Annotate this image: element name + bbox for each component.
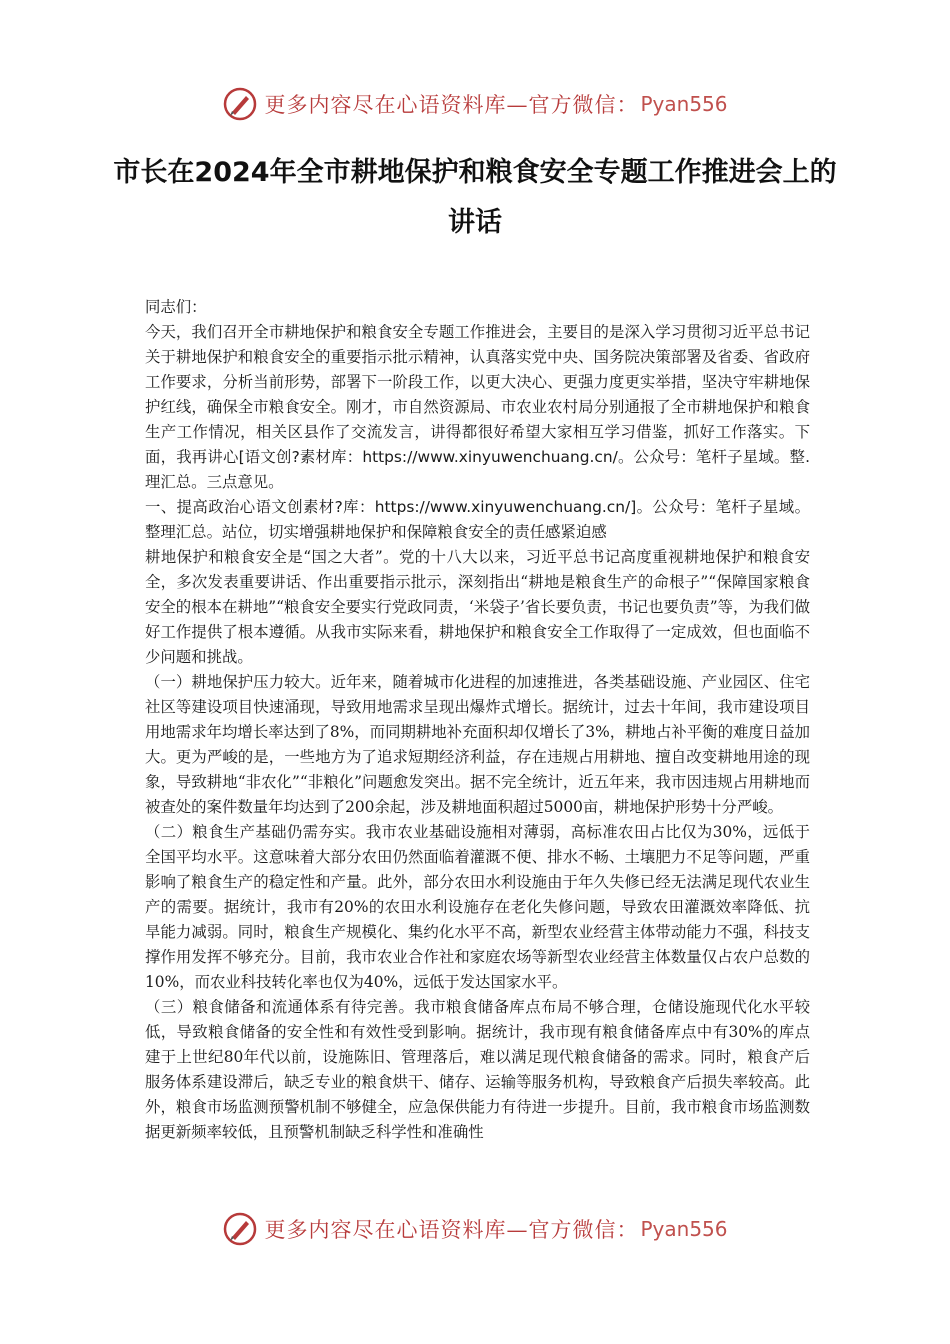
header-banner [0, 82, 950, 126]
paragraph: 耕地保护和粮食安全是“国之大者”。党的十八大以来，习近平总书记高度重视耕地保护和粮食安全，多次发表重要讲话、作出重要指示批示，深刻指出“耕地是粮食生产的命根子”“保障国家粮食安全的根本在耕地”“粮食安全要实行党政同责，‘米袋子’省长要负责，书记也要负责”等，为我们做好工作提供了根本遵循。从我市实际来看，耕地保护和粮食安全工作取得了一定成效，但也面临不少问题和挑战。 [145, 548, 810, 666]
banner-text: 更多内容尽在心语资料库—官方微信： [264, 1218, 639, 1242]
paragraph: （三）粮食储备和流通体系有待完善。我市粮食储备库点布局不够合理，仓储设施现代化水平较低，导致粮食储备的安全性和有效性受到影响。据统计，我市现有粮食储备库点中有30%的库点建于上世纪80年代以前，设施陈旧、管理落后，难以满足现代粮食储备的需求。同时，粮食产后服务体系建设滞后，缺乏专业的粮食烘干、储存、运输等服务机构，导致粮食产后损失率较高。此外，粮食市场监测预警机制不够健全，应急保供能力有待进一步提升。目前，我市粮食市场监测数据更新频率较低，且预警机制缺乏科学性和准确性 [145, 998, 810, 1141]
pen-logo-icon [222, 1211, 258, 1247]
page-title: 市长在2024年全市耕地保护和粮食安全专题工作推进会上的讲话 [113, 157, 837, 238]
document-body [145, 295, 810, 1145]
pen-logo-icon [222, 86, 258, 122]
banner-wechat-id: Pyan556 [640, 1217, 728, 1241]
banner-wechat-id: Pyan556 [640, 92, 728, 116]
paragraph-intro: 今天，我们召开全市耕地保护和粮食安全专题工作推进会，主要目的是深入学习贯彻习近平总书记关于耕地保护和粮食安全的重要指示批示精神，认真落实党中央、国务院决策部署及省委、省政府工作要求，分析当前形势，部署下一阶段工作，以更大决心、更强力度更实举措，坚决守牢耕地保护红线，确保全市粮食安全。刚才，市自然资源局、市农业农村局分别通报了全市耕地保护和粮食生产工作情况，相关区县作了交流发言，讲得都很好希望大家相互学习借鉴，抓好工作落实。下面，我再讲心[语文创?素材库：https://www.xinyuwenchuang.cn/。公众号：笔杆子星域。整.理汇总。三点意见。 [145, 323, 810, 491]
paragraph: （二）粮食生产基础仍需夯实。我市农业基础设施相对薄弱，高标准农田占比仅为30%，远低于全国平均水平。这意味着大部分农田仍然面临着灌溉不便、排水不畅、土壤肥力不足等问题，严重影响了粮食生产的稳定性和产量。此外，部分农田水利设施由于年久失修已经无法满足现代农业生产的需要。据统计，我市有20%的农田水利设施存在老化失修问题，导致农田灌溉效率降低、抗旱能力减弱。同时，粮食生产规模化、集约化水平不高，新型农业经营主体带动能力不强，科技支撑作用发挥不够充分。目前，我市农业合作社和家庭农场等新型农业经营主体数量仅占农户总数的10%，而农业科技转化率也仅为40%，远低于发达国家水平。 [145, 823, 810, 991]
banner-text: 更多内容尽在心语资料库—官方微信： [264, 93, 639, 117]
salutation: 同志们： [145, 298, 207, 316]
footer-banner [0, 1207, 950, 1251]
paragraph: （一）耕地保护压力较大。近年来，随着城市化进程的加速推进，各类基础设施、产业园区、住宅社区等建设项目快速涌现，导致用地需求呈现出爆炸式增长。据统计，过去十年间，我市建设项目用地需求年均增长率达到了8%，而同期耕地补充面积却仅增长了3%，耕地占补平衡的难度日益加大。更为严峻的是，一些地方为了追求短期经济利益，存在违规占用耕地、擅自改变耕地用途的现象，导致耕地“非农化”“非粮化”问题愈发突出。据不完全统计，近五年来，我市因违规占用耕地而被查处的案件数量年均达到了200余起，涉及耕地面积超过5000亩，耕地保护形势十分严峻。 [145, 673, 810, 816]
section-heading-1: 一、提高政治心语文创素材?库：https://www.xinyuwenchuang.cn/]。公众号：笔杆子星域。整理汇总。站位，切实增强耕地保护和保障粮食安全的责任感紧迫感 [145, 498, 810, 541]
